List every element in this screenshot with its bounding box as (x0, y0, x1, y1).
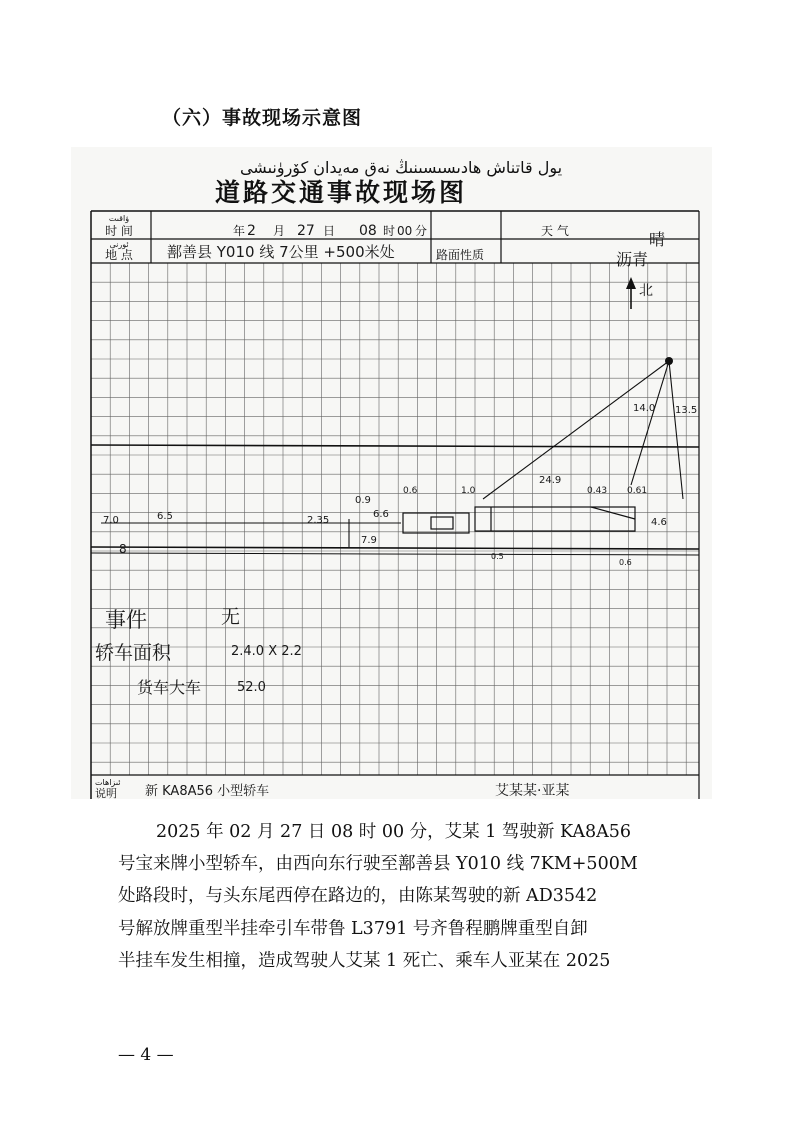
measure-14: 0.5 (491, 552, 504, 561)
measurement-lines (101, 361, 683, 547)
measure-10: 14.0 (633, 403, 656, 414)
measure-3: 2.35 (307, 515, 330, 526)
body-line-4: 号解放牌重型半挂牵引车带鲁 L3791 号齐鲁程鹏牌重型自卸 (118, 918, 588, 939)
measure-6: 1.0 (461, 486, 476, 496)
weather-value: 晴 (649, 230, 666, 249)
time-hour-num: 08 (359, 223, 377, 239)
page-number: — 4 — (118, 1045, 174, 1065)
road-lines (91, 445, 699, 555)
measure-4: 6.6 (373, 509, 389, 520)
notes-label-ug: ئىزاھات (95, 778, 121, 787)
note-1-value: 2.4.0 X 2.2 (231, 644, 302, 659)
time-label-ug: ۋاقىت (108, 214, 130, 223)
location-value: 鄯善县 Y010 线 7公里 +500米处 (167, 243, 395, 261)
note-1-label: 轿车面积 (95, 642, 172, 664)
location-label-ug: ئورنى (109, 240, 129, 249)
note-0-value: 无 (221, 606, 241, 628)
time-month-num: 2 (247, 223, 256, 239)
body-line-5: 半挂车发生相撞，造成驾驶人艾某 1 死亡、乘车人亚某在 2025 (118, 950, 611, 971)
time-day-num: 27 (297, 223, 315, 239)
weather-label: 天 气 (541, 224, 569, 238)
measure-11: 13.5 (675, 405, 698, 416)
notes-label: 说明 (95, 787, 117, 799)
measure-7: 0.43 (587, 486, 608, 496)
measure-12: 4.6 (651, 517, 667, 528)
measure-16: 8 (119, 542, 127, 556)
measure-8: 7.9 (361, 535, 377, 546)
form-title: 道路交通事故现场图 (214, 178, 468, 207)
time-day: 日 (323, 224, 336, 238)
section-heading: （六）事故现场示意图 (162, 107, 363, 129)
measure-13: 0.61 (627, 486, 648, 496)
measure-2: 0.9 (355, 495, 371, 506)
time-hour: 时 (383, 224, 396, 238)
body-line-1: 2025 年 02 月 27 日 08 时 00 分，艾某 1 驾驶新 KA8A56 (156, 822, 632, 842)
time-minute-num: 00 (397, 224, 413, 238)
measure-9: 24.9 (539, 475, 562, 486)
form-uyghur-title: يول قاتناش ھادىسىسىنىڭ نەق مەيدان كۆرۈنىشى (239, 158, 563, 177)
measure-15: 0.6 (619, 558, 632, 567)
note-2-label: 货车大车 (137, 678, 202, 697)
note-0-label: 事件 (105, 608, 147, 632)
truck-shape (475, 507, 635, 531)
time-minute: 分 (415, 224, 428, 238)
notes-value: 新 KA8A56 小型轿车 (145, 784, 270, 799)
road-type-label: 路面性质 (436, 248, 485, 262)
accident-scene-diagram (71, 147, 712, 799)
body-line-3: 处路段时，与头东尾西停在路边的，由陈某驾驶的新 AD3542 (118, 886, 598, 907)
road-type-value: 沥青 (616, 250, 649, 269)
note-2-value: 52.0 (237, 680, 266, 695)
time-label: 时 间 (105, 224, 133, 238)
north-arrow-icon (626, 277, 636, 309)
time-month: 月 (273, 224, 286, 238)
north-label: 北 (639, 283, 653, 299)
body-paragraph (118, 816, 678, 977)
measure-0: 7.0 (103, 515, 119, 526)
car-shape (403, 513, 469, 533)
signature: 艾某某·亚某 (495, 783, 570, 799)
location-label: 地 点 (105, 248, 133, 262)
time-year: 年 (233, 224, 246, 238)
measure-1: 6.5 (157, 511, 173, 522)
measure-5: 0.6 (403, 486, 418, 496)
body-line-2: 号宝来牌小型轿车，由西向东行驶至鄯善县 Y010 线 7KM+500M (118, 854, 638, 875)
